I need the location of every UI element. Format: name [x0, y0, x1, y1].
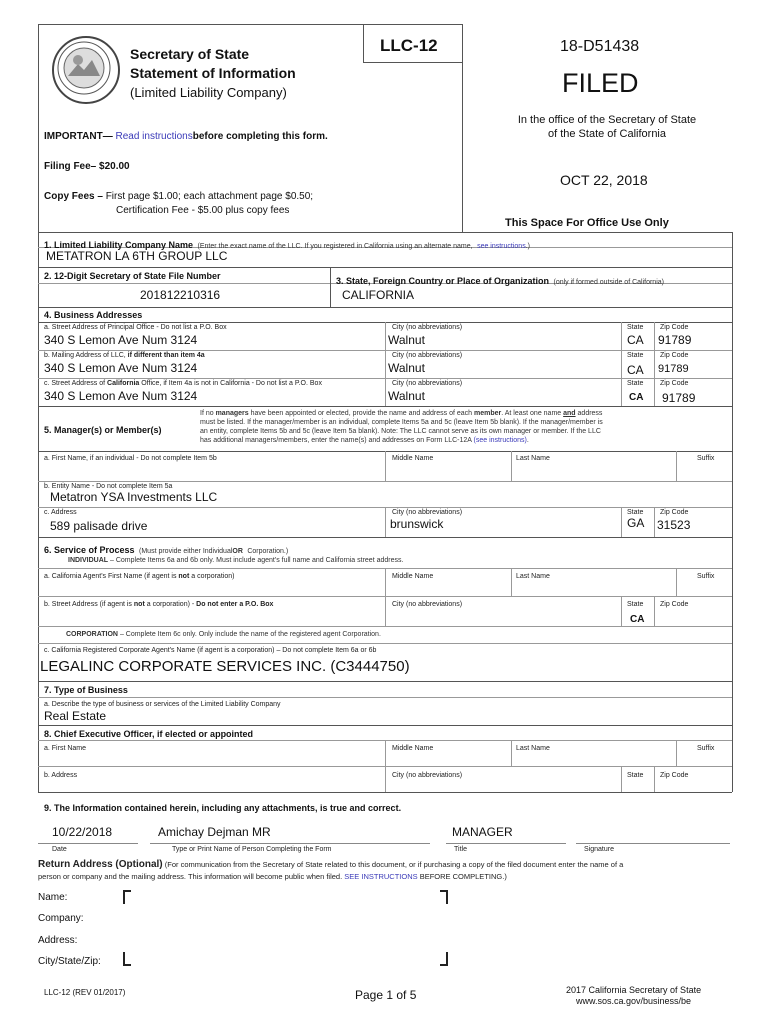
manager-city-field[interactable]: brunswick: [390, 517, 444, 531]
ca-office-city-field[interactable]: Walnut: [388, 389, 425, 403]
website: www.sos.ca.gov/business/be: [576, 996, 692, 1006]
item6a-last-label: Last Name: [516, 573, 550, 580]
item2-label: 2. 12-Digit Secretary of State File Number: [44, 271, 221, 281]
return-box-bottom-left: [123, 952, 131, 966]
signer-title-field[interactable]: MANAGER: [452, 825, 513, 839]
item4b-zip-label: Zip Code: [660, 352, 689, 359]
item9-label: 9. The Information contained herein, including any attachments, is true and correct.: [44, 803, 402, 813]
item6b-state-label: State: [627, 601, 644, 608]
item8a-label: a. First Name: [44, 745, 87, 752]
item4a-zip-label: Zip Code: [660, 324, 689, 331]
name-caption: Type or Print Name of Person Completing the Form: [172, 846, 332, 853]
principal-city-field[interactable]: Walnut: [388, 333, 425, 347]
signature-caption: Signature: [584, 846, 614, 853]
return-box-top-right: [440, 890, 448, 904]
filed-date: OCT 22, 2018: [560, 172, 648, 188]
item8a-suffix-label: Suffix: [697, 745, 715, 752]
item8a-middle-label: Middle Name: [392, 745, 434, 752]
form-code: LLC-12: [380, 36, 438, 55]
item5-instructions: If no managers have been appointed or elected, provide the name and address of each member. At least one name and address must be listed. If the manager/member is an individual, complete Items 5a and 5c (leave Item 5b blank). If the manager/member is an entity, complete Items 5b and 5c (leave Item 5a blank). Note: The LLC cannot serve as its own manager or member. If the LLC has additional managers/members, enter the name(s) and addresses on Form LLC-12A (see instructions).: [200, 410, 603, 444]
llc-name-field[interactable]: METATRON LA 6TH GROUP LLC: [46, 249, 228, 263]
item4c-city-label: City (no abbreviations): [392, 380, 463, 387]
item6-label: 6. Service of Process (Must provide either IndividualOR Corporation.): [44, 545, 289, 555]
item5a-last-label: Last Name: [516, 455, 550, 462]
item6b-label: b. Street Address (if agent is not a corporation) - Do not enter a P.O. Box: [44, 601, 274, 608]
item4-label: 4. Business Addresses: [44, 310, 143, 320]
item4b-label: b. Mailing Address of LLC, if different than item 4a: [44, 352, 205, 359]
certification-fee: Certification Fee - $5.00 plus copy fees: [116, 205, 290, 216]
business-type-field[interactable]: Real Estate: [44, 709, 107, 723]
return-instructions-link[interactable]: SEE INSTRUCTIONS: [344, 872, 418, 881]
principal-zip-field[interactable]: 91789: [658, 333, 692, 347]
item8b-zip-label: Zip Code: [660, 772, 689, 779]
ca-office-address-field[interactable]: 340 S Lemon Ave Num 3124: [44, 389, 198, 403]
date-caption: Date: [52, 846, 67, 853]
item4c-state-label: State: [627, 380, 644, 387]
item6b-zip-label: Zip Code: [660, 601, 689, 608]
item4c-label: c. Street Address of California Office, if Item 4a is not in California - Do not list a P.O. Box: [44, 380, 322, 387]
item8a-last-label: Last Name: [516, 745, 550, 752]
file-number: 18-D51438: [560, 38, 640, 55]
state-seal: [52, 36, 120, 104]
entity-name-field[interactable]: Metatron YSA Investments LLC: [50, 490, 218, 504]
agent-state-field[interactable]: CA: [630, 614, 645, 625]
title-caption: Title: [454, 846, 467, 853]
return-city-label: City/State/Zip:: [38, 956, 101, 967]
item5a-suffix-label: Suffix: [697, 455, 715, 462]
form-title: Statement of Information: [130, 65, 296, 81]
return-address-intro: Return Address (Optional) (For communication from the Secretary of State related to this document, or if purchasing a copy of the filed document enter the name of a person or company and the mailing address. This information will become public when filed. SEE INSTRUCTIONS BEFORE COMPLETING.): [38, 859, 624, 881]
item7a-label: a. Describe the type of business or services of the Limited Liability Company: [44, 701, 281, 708]
office-line-1: In the office of the Secretary of State: [517, 114, 697, 126]
item4c-zip-label: Zip Code: [660, 380, 689, 387]
sos-file-number-field[interactable]: 201812210316: [140, 288, 221, 302]
item8-label: 8. Chief Executive Officer, if elected or appointed: [44, 729, 254, 739]
item5c-city-label: City (no abbreviations): [392, 509, 463, 516]
return-name-label: Name:: [38, 892, 68, 903]
ca-office-state-field[interactable]: CA: [629, 392, 644, 403]
corporation-instruction: CORPORATION – Complete Item 6c only. Only include the name of the registered agent Corporation.: [66, 631, 381, 638]
item1-instructions-link[interactable]: see instructions: [477, 243, 526, 250]
item4a-city-label: City (no abbreviations): [392, 324, 463, 331]
item4a-state-label: State: [627, 324, 644, 331]
form-revision: LLC-12 (REV 01/2017): [44, 988, 126, 997]
registered-agent-field[interactable]: LEGALINC CORPORATE SERVICES INC. (C3444750): [40, 658, 410, 675]
return-box-bottom-right: [440, 952, 448, 966]
item7-label: 7. Type of Business: [44, 685, 128, 695]
place-of-organization-field[interactable]: CALIFORNIA: [342, 288, 415, 302]
item6b-city-label: City (no abbreviations): [392, 601, 463, 608]
item5c-label: c. Address: [44, 509, 77, 516]
filing-fee: Filing Fee– $20.00: [44, 161, 130, 172]
mailing-city-field[interactable]: Walnut: [388, 361, 425, 375]
item5a-label: a. First Name, if an individual - Do not complete Item 5b: [44, 455, 217, 462]
item5-label: 5. Manager(s) or Member(s): [44, 425, 162, 435]
form-subtitle: (Limited Liability Company): [130, 85, 287, 100]
item5-instructions-link[interactable]: (see instructions): [473, 437, 527, 444]
item5c-state-label: State: [627, 509, 644, 516]
read-instructions-link[interactable]: Read instructions: [115, 131, 193, 142]
individual-instruction: INDIVIDUAL – Complete Items 6a and 6b only. Must include agent's full name and California street address.: [68, 557, 404, 564]
item5a-middle-label: Middle Name: [392, 455, 434, 462]
item8b-label: b. Address: [44, 772, 78, 779]
item6a-label: a. California Agent's First Name (if agent is not a corporation): [44, 573, 235, 580]
item5c-zip-label: Zip Code: [660, 509, 689, 516]
signature-date-field[interactable]: 10/22/2018: [52, 825, 113, 839]
principal-state-field[interactable]: CA: [627, 333, 644, 347]
return-company-label: Company:: [38, 913, 84, 924]
item4a-label: a. Street Address of Principal Office - Do not list a P.O. Box: [44, 324, 227, 331]
item4b-state-label: State: [627, 352, 644, 359]
important-note: IMPORTANT— Read instructionsbefore completing this form.: [44, 131, 328, 142]
mailing-state-field[interactable]: CA: [627, 363, 644, 377]
item1-label: 1. Limited Liability Company Name (Enter the exact name of the LLC. If you registered in California using an alternate name, see instructions.): [44, 240, 530, 250]
manager-state-field[interactable]: GA: [627, 516, 645, 530]
item8b-city-label: City (no abbreviations): [392, 772, 463, 779]
return-address-label: Address:: [38, 935, 78, 946]
mailing-address-field[interactable]: 340 S Lemon Ave Num 3124: [44, 361, 198, 375]
item8b-state-label: State: [627, 772, 644, 779]
item3-label: 3. State, Foreign Country or Place of Organization (only if formed outside of California): [336, 276, 664, 286]
agency-name: Secretary of State: [130, 46, 250, 62]
item6c-label: c. California Registered Corporate Agent's Name (if agent is a corporation) – Do not complete Item 6a or 6b: [44, 647, 377, 654]
item6a-middle-label: Middle Name: [392, 573, 434, 580]
filed-stamp: FILED: [562, 68, 639, 98]
manager-zip-field[interactable]: 31523: [657, 518, 691, 532]
ca-office-zip-field[interactable]: 91789: [662, 391, 696, 405]
mailing-zip-field[interactable]: 91789: [658, 363, 689, 375]
copy-fees: Copy Fees – First page $1.00; each attachment page $0.50;: [44, 191, 314, 202]
return-box-top-left: [123, 890, 131, 904]
page-number: Page 1 of 5: [355, 988, 417, 1002]
copyright: 2017 California Secretary of State: [566, 985, 702, 995]
manager-address-field[interactable]: 589 palisade drive: [50, 519, 148, 533]
office-use-label: This Space For Office Use Only: [505, 217, 669, 229]
office-line-2: of the State of California: [547, 128, 666, 140]
item5b-label: b. Entity Name - Do not complete Item 5a: [44, 483, 173, 490]
signer-name-field[interactable]: Amichay Dejman MR: [158, 825, 271, 839]
item6a-suffix-label: Suffix: [697, 573, 715, 580]
item4b-city-label: City (no abbreviations): [392, 352, 463, 359]
principal-address-field[interactable]: 340 S Lemon Ave Num 3124: [44, 333, 198, 347]
